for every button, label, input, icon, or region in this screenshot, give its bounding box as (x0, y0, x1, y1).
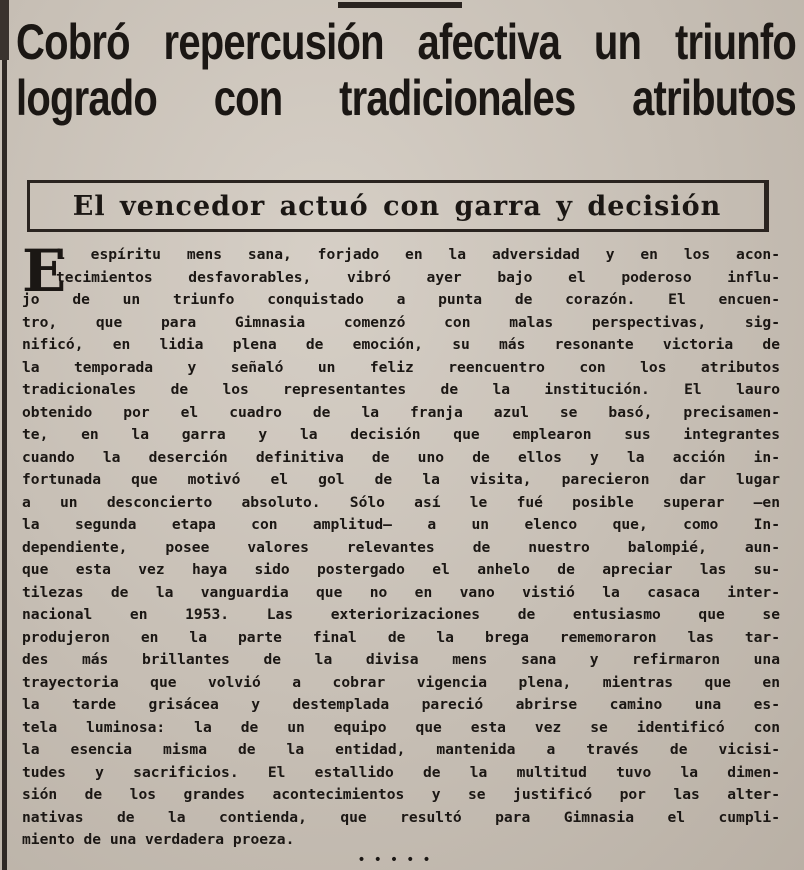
body-line: que esta vez haya sido postergado el anhelo de apreciar las su- (22, 561, 780, 578)
body-line: la tarde grisácea y destemplada pareció abrirse camino una es- (22, 696, 780, 713)
body-line: tro, que para Gimnasia comenzó con malas perspectivas, sig- (22, 313, 780, 331)
top-rule (338, 2, 462, 8)
body-line: sión de los grandes acontecimientos y se justificó por las alter- (22, 786, 780, 803)
subheadline-box (27, 180, 769, 232)
article-headline (16, 14, 796, 126)
body-line: jo de un triunfo conquistado a punta de corazón. El encuen- (22, 291, 780, 308)
column-rule-left (2, 60, 7, 870)
body-line: tradicionales de los representantes de la institución. El lauro (22, 381, 780, 398)
drop-cap: E (22, 237, 67, 305)
body-line: obtenido por el cuadro de la franja azul se basó, precisamen- (22, 403, 780, 421)
headline-line-1: Cobró repercusión afectiva un triunfo (16, 14, 796, 70)
body-line: tudes y sacrificios. El estallido de la multitud tuvo la dimen- (22, 763, 780, 781)
article-body (22, 237, 780, 852)
article-subheadline: El vencedor actuó con garra y decisión (72, 190, 722, 222)
body-line: L espíritu mens sana, forjado en la adversidad y en los acon- (56, 246, 780, 263)
body-line: des más brillantes de la divisa mens sana y refirmaron una (22, 651, 780, 668)
body-line: a un desconcierto absoluto. Sólo así le fué posible superar —en (22, 493, 780, 511)
body-line: nificó, en lidia plena de emoción, su más resonante victoria de (22, 336, 780, 353)
body-line: te, en la garra y la decisión que emplearon sus integrantes (22, 426, 780, 443)
body-line: fortunada que motivó el gol de la visita, parecieron dar lugar (22, 471, 780, 488)
body-line: miento de una verdadera proeza. (22, 831, 295, 848)
page-edge-shadow (0, 0, 9, 60)
body-line: tela luminosa: la de un equipo que esta vez se identificó con (22, 718, 780, 736)
headline-line-2: logrado con tradicionales atributos (16, 70, 796, 126)
body-line: dependiente, posee valores relevantes de nuestro balompié, aun- (22, 538, 780, 556)
body-line: la segunda etapa con amplitud— a un elenco que, como In- (22, 516, 780, 533)
body-line: produjeron en la parte final de la brega rememoraron las tar- (22, 628, 780, 646)
body-line: la esencia misma de la entidad, mantenida a través de vicisi- (22, 741, 780, 758)
body-line: tilezas de la vanguardia que no en vano vistió la casaca inter- (22, 583, 780, 601)
body-line: tecimientos desfavorables, vibró ayer bajo el poderoso influ- (56, 268, 780, 286)
body-line: cuando la deserción definitiva de uno de ellos y la acción in- (22, 448, 780, 466)
end-ornament: ••••• (357, 852, 439, 868)
body-line: trayectoria que volvió a cobrar vigencia plena, mientras que en (22, 673, 780, 691)
body-line: la temporada y señaló un feliz reencuentro con los atributos (22, 358, 780, 376)
body-line: nativas de la contienda, que resultó para Gimnasia el cumpli- (22, 808, 780, 826)
body-line: nacional en 1953. Las exteriorizaciones de entusiasmo que se (22, 606, 780, 623)
